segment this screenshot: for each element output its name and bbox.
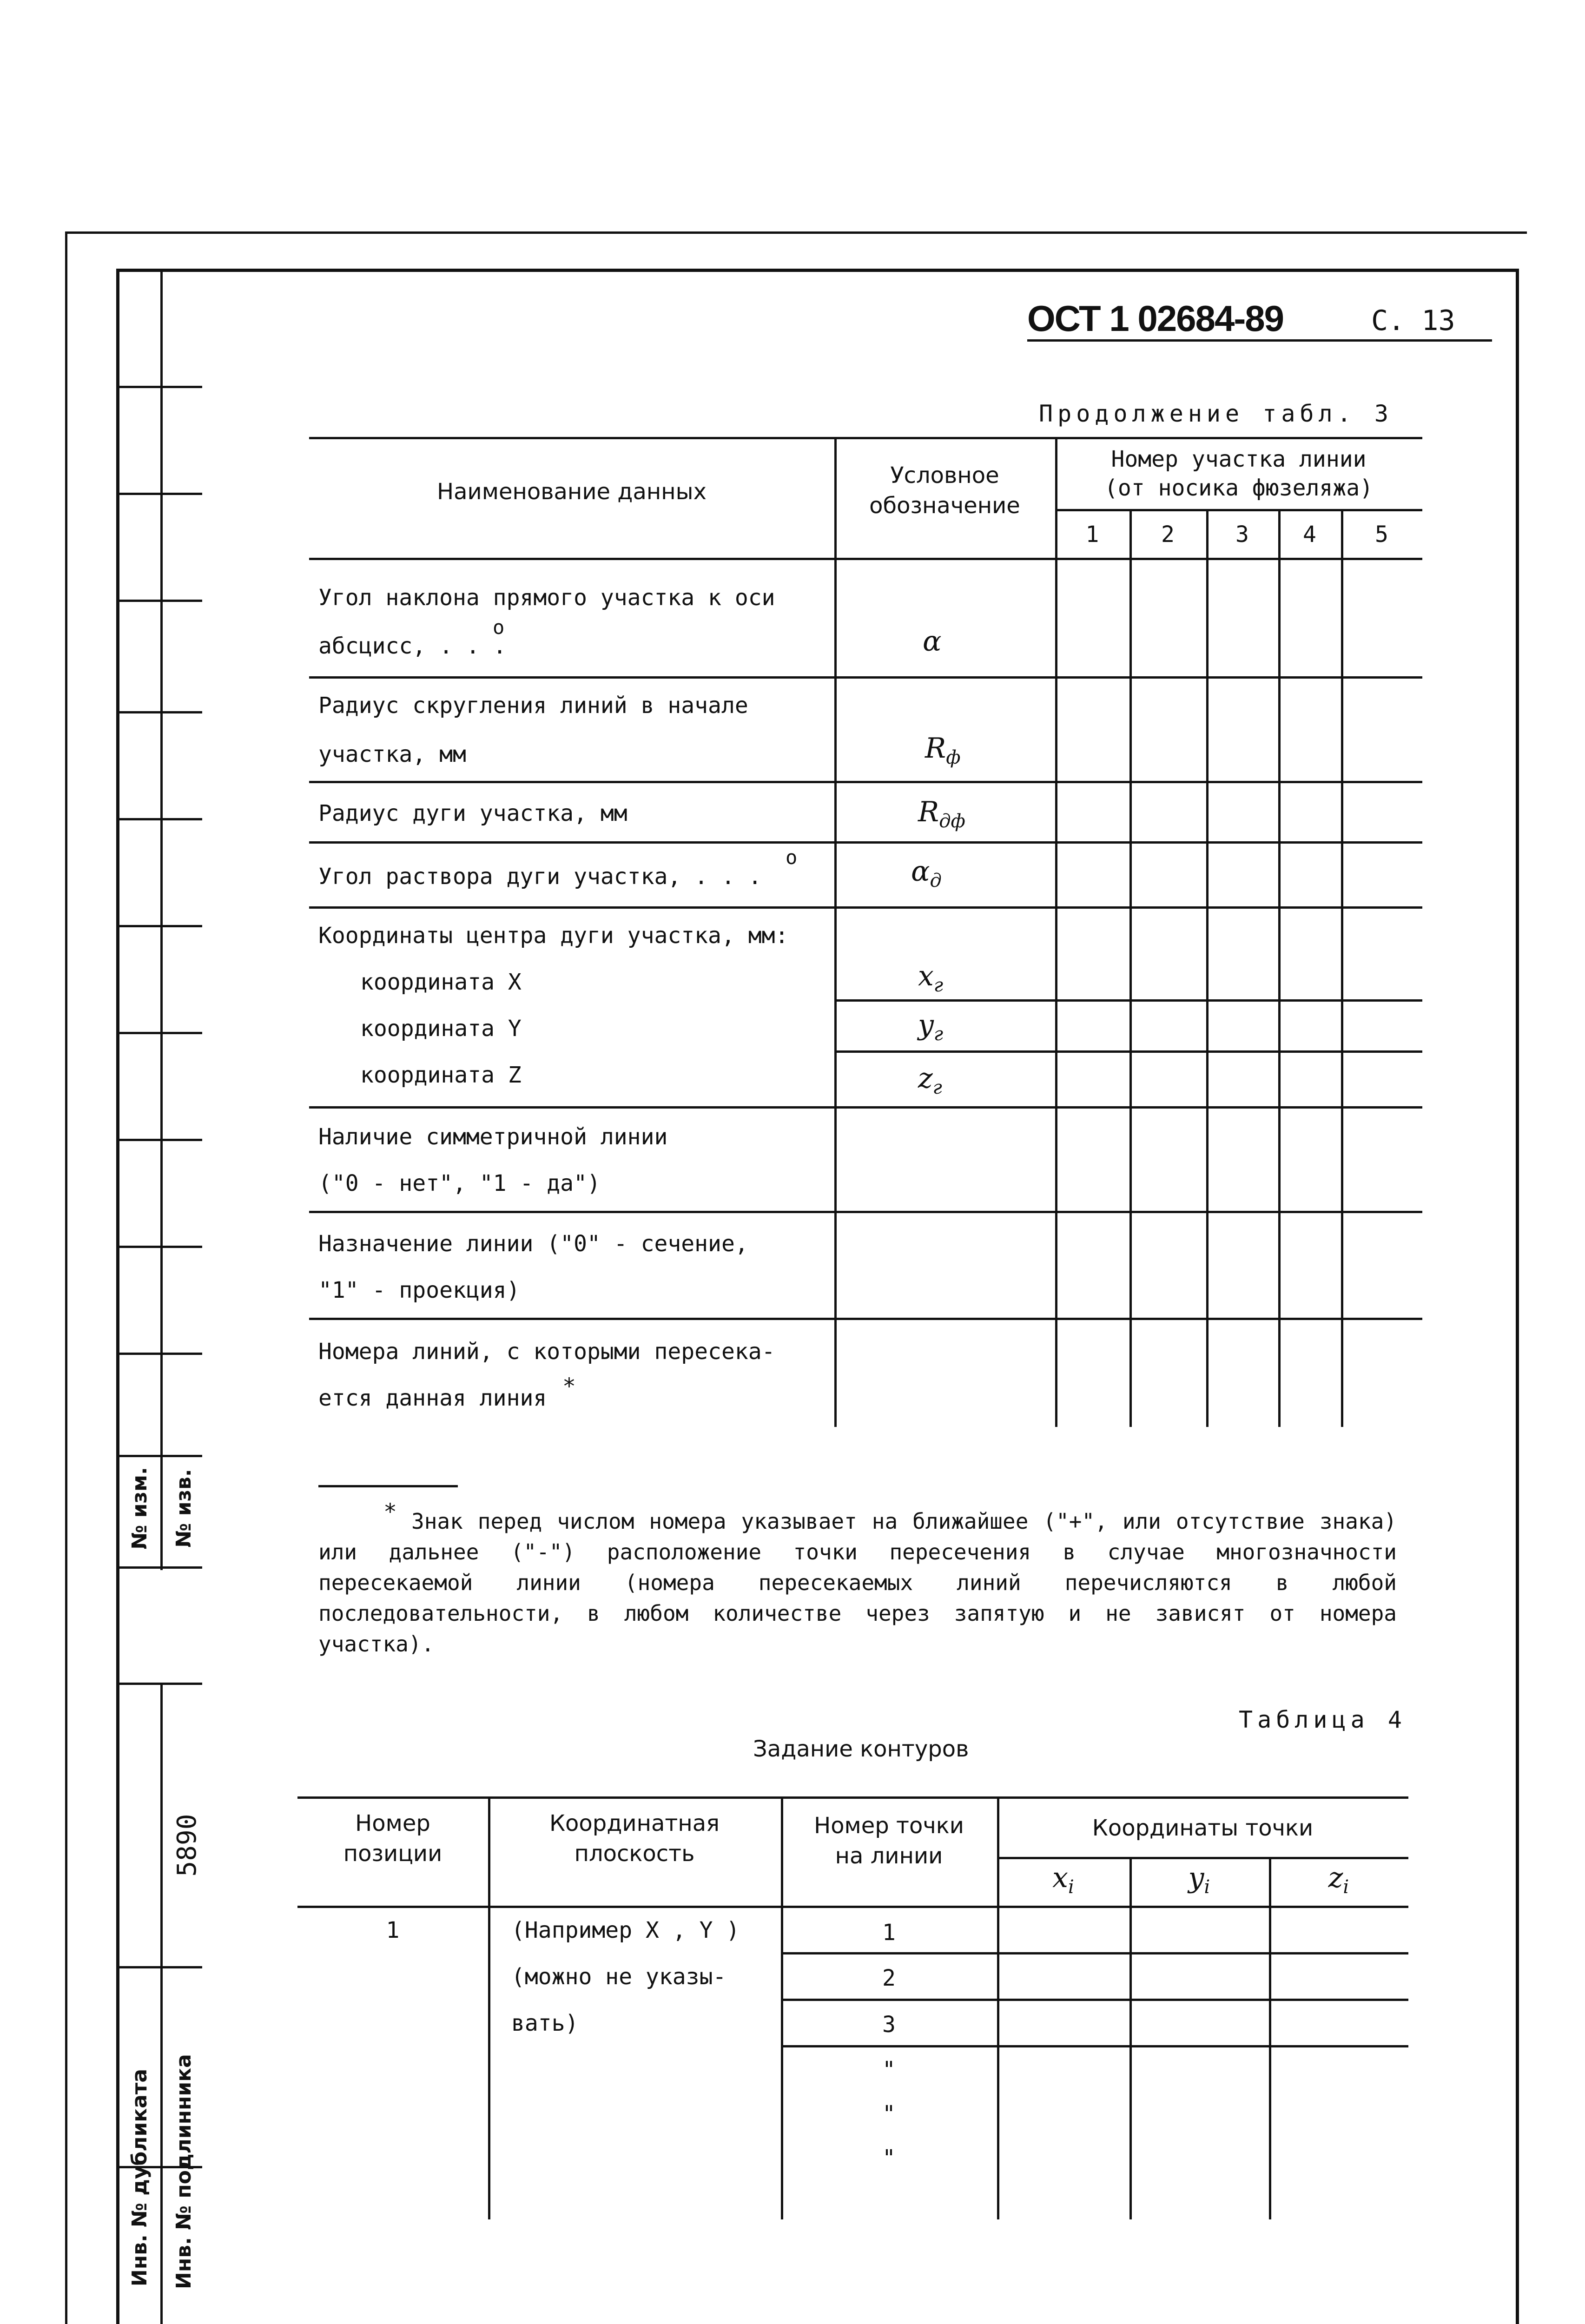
table3-col-sections-header-2: (от носика фюзеляжа) bbox=[1104, 475, 1373, 501]
degree-mark: o bbox=[493, 616, 505, 639]
footnote-star-mark: * bbox=[562, 1373, 576, 1400]
table4-col-pos-header-1: Номер bbox=[355, 1810, 430, 1836]
table4-col-coords-header: Координаты точки bbox=[1092, 1815, 1314, 1841]
table3-row-rule bbox=[309, 1318, 1422, 1320]
row-name-line: координата Y bbox=[360, 1016, 522, 1042]
row-name-line: Наличие симметричной линии bbox=[318, 1124, 668, 1150]
position-number: 1 bbox=[386, 1917, 400, 1943]
row-name-line: координата Z bbox=[360, 1062, 522, 1088]
table3-subheader-rule bbox=[1055, 509, 1422, 511]
strip-divider bbox=[160, 269, 163, 1570]
strip-line bbox=[116, 493, 202, 495]
coord-x-header: $x_i$ bbox=[1052, 1862, 1074, 1898]
point-number: 1 bbox=[882, 1920, 896, 1946]
table4-col-plane-header-2: плоскость bbox=[574, 1841, 695, 1867]
table4-row-rule bbox=[781, 1999, 1408, 2001]
table3-row-rule bbox=[309, 781, 1422, 783]
strip-podl-label: Инв. № подлинника bbox=[172, 2054, 196, 2289]
strip-left-lower bbox=[116, 1683, 119, 2324]
row-name-line: участка, мм bbox=[318, 741, 466, 767]
plane-text-line: (можно не указы- bbox=[511, 1964, 726, 1990]
row-name-line: ется данная линия bbox=[318, 1385, 547, 1411]
table4-col-pos-header-2: позиции bbox=[343, 1841, 442, 1867]
table3-col-rule bbox=[1055, 437, 1057, 1427]
table3-col-rule bbox=[1206, 509, 1209, 1427]
plane-text-line: вать) bbox=[511, 2010, 579, 2036]
section-number: 4 bbox=[1303, 522, 1316, 548]
coord-y-header: $y_i$ bbox=[1188, 1862, 1210, 1898]
strip-line bbox=[116, 1032, 202, 1034]
row-name-line: Координаты центра дуги участка, мм: bbox=[318, 923, 789, 949]
strip-number: 5890 bbox=[172, 1814, 202, 1877]
table3-header-bottom-rule bbox=[309, 558, 1422, 560]
strip-divider-lower bbox=[160, 1683, 163, 2324]
symbol-z-g: $z_г$ bbox=[918, 1062, 942, 1098]
footnote-star: * bbox=[383, 1499, 397, 1525]
symbol-alpha: α bbox=[923, 625, 942, 658]
strip-line bbox=[116, 711, 202, 713]
strip-line bbox=[116, 1683, 202, 1685]
table3-col-rule bbox=[1341, 509, 1343, 1427]
row-name-line: "1" - проекция) bbox=[318, 1277, 520, 1303]
strip-line bbox=[116, 1139, 202, 1141]
table4-label: Таблица 4 bbox=[1239, 1706, 1407, 1733]
section-number: 2 bbox=[1161, 522, 1175, 548]
point-number: 2 bbox=[882, 1965, 896, 1991]
section-number: 1 bbox=[1085, 522, 1099, 548]
strip-izm-label: № изм. bbox=[128, 1467, 152, 1550]
table4-row-rule bbox=[781, 1952, 1408, 1954]
row-name-line: Назначение линии ("0" - сечение, bbox=[318, 1231, 748, 1257]
row-name-line: координата X bbox=[360, 969, 522, 995]
table3-row-rule bbox=[309, 1106, 1422, 1109]
coord-z-header: $z_i$ bbox=[1328, 1862, 1349, 1898]
row-name-line: Номера линий, с которыми пересека- bbox=[318, 1339, 775, 1365]
table4-col-point-header-1: Номер точки bbox=[814, 1813, 964, 1839]
strip-line bbox=[116, 1966, 202, 1968]
strip-line bbox=[116, 386, 202, 388]
row-name-line: Угол раствора дуги участка, . . . bbox=[318, 864, 762, 890]
strip-line bbox=[116, 818, 202, 820]
symbol-y-g: $y_г$ bbox=[918, 1009, 944, 1045]
strip-line bbox=[116, 925, 202, 927]
table3-col-symbol-header-1: Условное bbox=[890, 462, 999, 489]
table3-col-rule bbox=[1129, 509, 1132, 1427]
table3-col-symbol-header-2: обозначение bbox=[869, 493, 1020, 519]
strip-dubl-label: Инв. № дубликата bbox=[128, 2068, 152, 2287]
section-number: 5 bbox=[1375, 522, 1388, 548]
strip-izv-label: № изв. bbox=[172, 1469, 196, 1548]
table4-header-bottom-rule bbox=[297, 1906, 1408, 1908]
document-code: ОСТ 1 02684-89 bbox=[1027, 298, 1284, 339]
table4-row-rule bbox=[781, 2045, 1408, 2047]
section-number: 3 bbox=[1235, 522, 1249, 548]
table3-row-rule bbox=[309, 906, 1422, 909]
row-name-line: Радиус скругления линий в начале bbox=[318, 693, 748, 719]
table3-row-rule bbox=[309, 1211, 1422, 1213]
table3-top-rule bbox=[309, 437, 1422, 439]
table3-continuation-label: Продолжение табл. 3 bbox=[1039, 400, 1393, 427]
point-ditto: " bbox=[882, 2057, 896, 2083]
footnote-separator bbox=[318, 1485, 458, 1487]
row-name-line: Радиус дуги участка, мм bbox=[318, 800, 627, 826]
symbol-x-g: $x_г$ bbox=[918, 960, 944, 996]
plane-text-line: (Например X , Y ) bbox=[511, 1917, 740, 1943]
row-name-line: ("0 - нет", "1 - да") bbox=[318, 1170, 601, 1196]
degree-mark: o bbox=[786, 846, 798, 869]
strip-line bbox=[116, 1353, 202, 1355]
point-number: 3 bbox=[882, 2012, 896, 2038]
table3-row-rule bbox=[834, 999, 1422, 1002]
table3-row-rule bbox=[309, 841, 1422, 844]
table4-col-point-header-2: на линии bbox=[835, 1843, 943, 1869]
table4-top-rule bbox=[297, 1796, 1408, 1799]
table3-col-rule bbox=[834, 437, 837, 1427]
point-ditto: " bbox=[882, 2101, 896, 2127]
table4-col-rule bbox=[997, 1796, 999, 2219]
row-name-line: абсцисс, . . . bbox=[318, 633, 507, 659]
table3-col-sections-header-1: Номер участка линии bbox=[1111, 446, 1367, 472]
row-name-line: Угол наклона прямого участка к оси bbox=[318, 585, 775, 611]
table3-col-rule bbox=[1278, 509, 1281, 1427]
table4-title: Задание контуров bbox=[753, 1736, 969, 1762]
page-number: С. 13 bbox=[1371, 304, 1455, 337]
header-underline bbox=[1027, 339, 1492, 342]
symbol-r-df: $R_{дф}$ bbox=[918, 796, 965, 832]
table3-row-rule bbox=[834, 1050, 1422, 1053]
table3-row-rule bbox=[309, 676, 1422, 679]
symbol-alpha-d: $\alpha_д$ bbox=[911, 855, 942, 891]
point-ditto: " bbox=[882, 2145, 896, 2171]
symbol-r-f: $R_ф$ bbox=[925, 732, 961, 768]
footnote-text: Знак перед числом номера указывает на ближайшее ("+", или отсутствие знака) или дальнее ("-") расположение точки пересечения в случае многозначности пересекаемой линии (номера пересекаемых линий перечисляются в любой последовательности, в любом количестве через запятую и не зависят от номера участка). bbox=[318, 1509, 1397, 1657]
table4-col-rule bbox=[1269, 1857, 1271, 2219]
strip-line bbox=[116, 600, 202, 602]
table4-subheader-rule bbox=[997, 1857, 1408, 1859]
table4-col-plane-header-1: Координатная bbox=[549, 1810, 720, 1836]
table3-col-name-header: Наименование данных bbox=[437, 479, 707, 505]
strip-line bbox=[116, 1246, 202, 1248]
table4-col-rule bbox=[1129, 1857, 1132, 2219]
